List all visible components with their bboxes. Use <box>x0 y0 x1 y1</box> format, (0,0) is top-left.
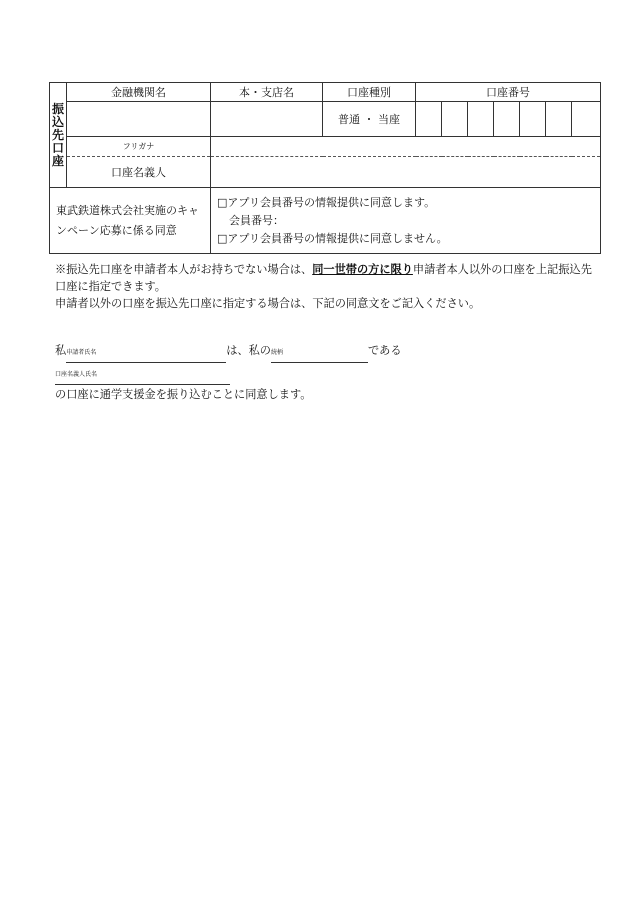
branch-name-header: 本・支店名 <box>211 83 323 102</box>
consent-label: 東武鉄道株式会社実施のキャンペーン応募に係る同意 <box>50 188 211 254</box>
agreement-line-2: の口座に通学支援金を振り込むことに同意します。 <box>55 388 312 401</box>
account-table <box>49 82 601 254</box>
bank-name-field[interactable] <box>67 102 211 137</box>
applicant-name-field[interactable]: 申請者氏名 <box>66 341 226 363</box>
account-digit-2[interactable] <box>442 102 468 137</box>
account-side-label: 振 込 先 口 座 <box>50 83 67 188</box>
account-digit-4[interactable] <box>494 102 520 137</box>
member-number-label: 会員番号： <box>229 213 284 227</box>
account-holder-label: 口座名義人 <box>67 157 211 188</box>
account-digit-1[interactable] <box>416 102 442 137</box>
furigana-label: フリガナ <box>67 137 211 157</box>
same-household-emphasis: 同一世帯の方に限り <box>312 262 413 276</box>
note-line-2: 申請者以外の口座を振込先口座に指定する場合は、下記の同意文をご記入ください。 <box>55 297 481 310</box>
account-digit-3[interactable] <box>468 102 494 137</box>
furigana-field[interactable] <box>211 137 601 157</box>
consent-agree-option[interactable]: □アプリ会員番号の情報提供に同意します。 <box>217 195 436 209</box>
notes <box>55 261 600 312</box>
branch-name-field[interactable] <box>211 102 323 137</box>
account-digit-6[interactable] <box>546 102 572 137</box>
account-type-header: 口座種別 <box>323 83 416 102</box>
account-digit-5[interactable] <box>520 102 546 137</box>
bank-name-header: 金融機関名 <box>67 83 211 102</box>
note-line-1: ※振込先口座を申請者本人がお持ちでない場合は、同一世帯の方に限り申請者本人以外の口座を上記振込先口座に指定できます。 <box>55 262 592 293</box>
agreement-line-1: 私申請者氏名 は、私の続柄 である口座名義人氏名 <box>55 341 575 385</box>
consent-disagree-option[interactable]: □アプリ会員番号の情報提供に同意しません。 <box>217 231 448 245</box>
agreement-statement <box>55 341 575 404</box>
account-holder-field[interactable] <box>211 157 601 188</box>
account-holder-name-field[interactable]: 口座名義人氏名 <box>55 363 230 385</box>
account-type-field[interactable]: 普通 ・ 当座 <box>323 102 416 137</box>
account-number-header: 口座番号 <box>416 83 601 102</box>
relationship-field[interactable]: 続柄 <box>271 341 368 363</box>
consent-options <box>211 188 601 254</box>
account-digit-7[interactable] <box>572 102 601 137</box>
